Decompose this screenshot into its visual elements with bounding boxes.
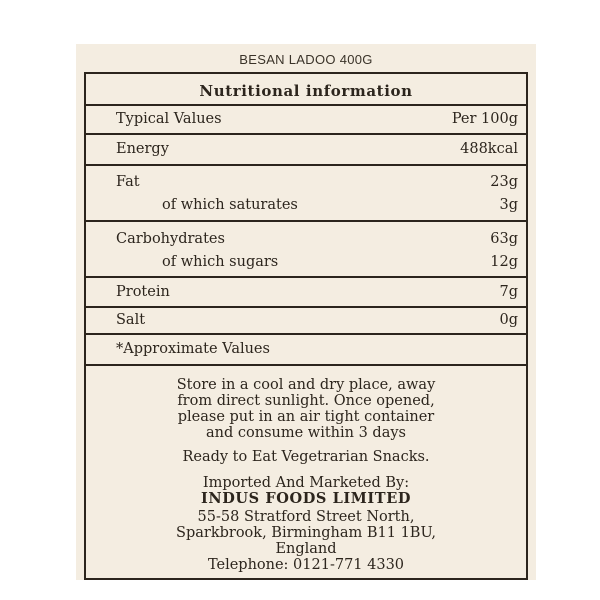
divider (86, 220, 526, 222)
divider (86, 306, 526, 308)
divider (86, 133, 526, 135)
divider (86, 104, 526, 106)
sugars-value: 12g (490, 254, 518, 270)
address-line: England (275, 541, 337, 557)
product-title: BESAN LADOO 400G (239, 52, 373, 67)
storage-line: from direct sunlight. Once opened, (177, 393, 435, 409)
protein-label: Protein (116, 284, 170, 300)
salt-label: Salt (116, 312, 146, 328)
approximate-values-note: *Approximate Values (116, 341, 270, 357)
telephone: Telephone: 0121-771 4330 (207, 557, 405, 573)
energy-value: 488kcal (460, 141, 518, 157)
nutrition-label-card (76, 44, 536, 580)
nutrition-heading: Nutritional information (199, 82, 413, 100)
salt-value: 0g (499, 312, 518, 328)
typical-values-label: Typical Values (116, 111, 222, 127)
per-100g-label: Per 100g (451, 111, 518, 127)
ready-to-eat-text: Ready to Eat Vegetrarian Snacks. (182, 449, 430, 465)
storage-line: Store in a cool and dry place, away (176, 377, 436, 393)
saturates-label: of which saturates (162, 197, 298, 213)
fat-value: 23g (490, 174, 518, 190)
protein-value: 7g (499, 284, 518, 300)
divider (86, 164, 526, 166)
fat-label: Fat (116, 174, 140, 190)
energy-label: Energy (116, 141, 169, 157)
carbohydrates-label: Carbohydrates (116, 231, 225, 247)
importer-intro: Imported And Marketed By: (202, 475, 410, 491)
address-line: Sparkbrook, Birmingham B11 1BU, (176, 525, 436, 541)
carbohydrates-value: 63g (490, 231, 518, 247)
divider (86, 276, 526, 278)
nutrition-panel (84, 72, 528, 580)
storage-line: and consume within 3 days (206, 425, 406, 441)
divider (86, 333, 526, 335)
saturates-value: 3g (499, 197, 518, 213)
sugars-label: of which sugars (162, 254, 279, 270)
storage-line: please put in an air tight container (177, 409, 435, 425)
divider (86, 364, 526, 366)
address-line: 55-58 Stratford Street North, (197, 509, 415, 525)
company-name: INDUS FOODS LIMITED (200, 490, 412, 507)
